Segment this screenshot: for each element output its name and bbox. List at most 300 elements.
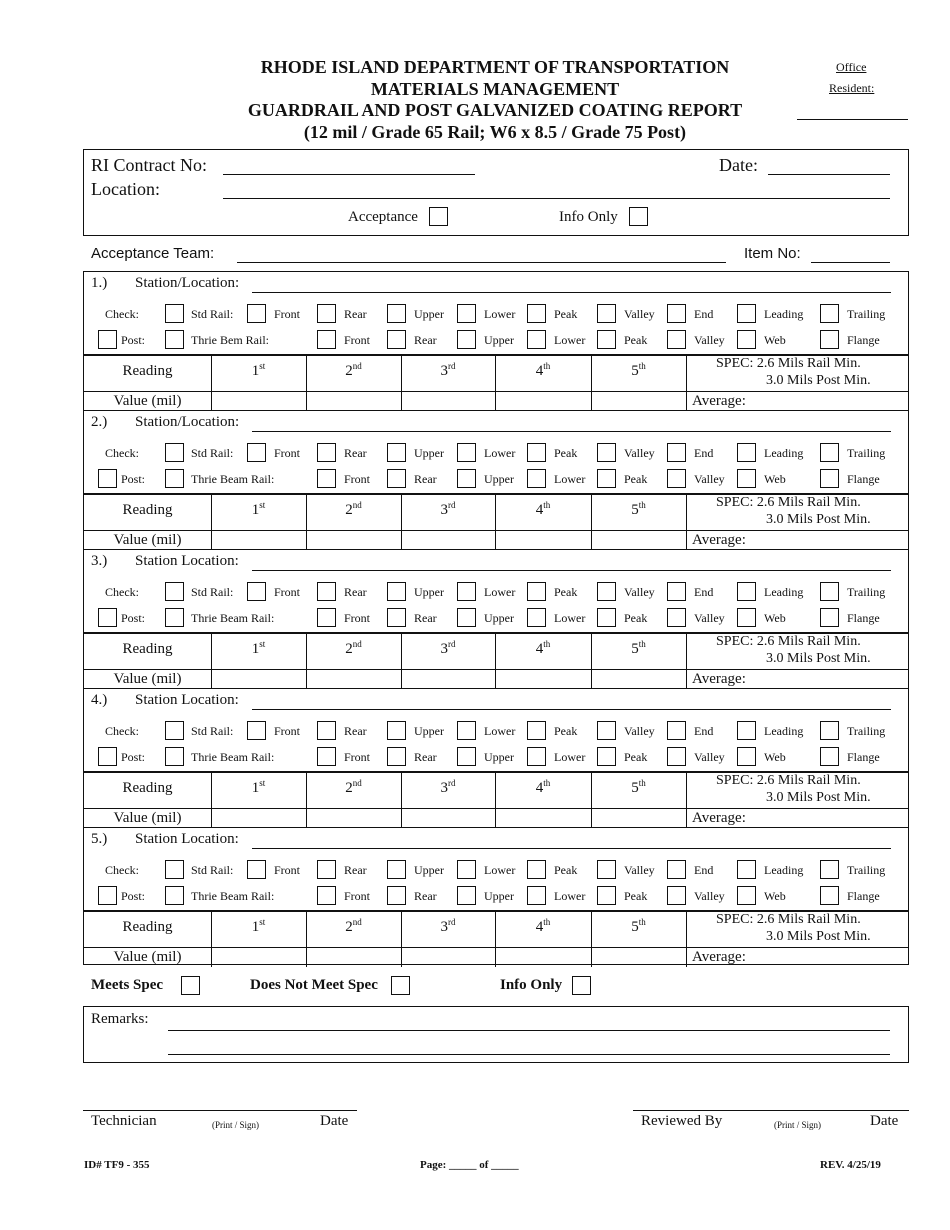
spec-rail-min: SPEC: 2.6 Mils Rail Min. — [716, 356, 861, 371]
upper-checkbox[interactable] — [457, 443, 476, 462]
std-rail-checkbox[interactable] — [247, 582, 266, 601]
value-cell-2[interactable] — [307, 809, 401, 827]
post-upper-checkbox[interactable] — [457, 886, 476, 905]
meets-spec-checkbox[interactable] — [181, 976, 200, 995]
peak-label: Peak — [554, 724, 578, 738]
upper-label: Upper — [484, 611, 514, 625]
value-mil-label: Value (mil) — [113, 671, 182, 687]
value-mil-label: Value (mil) — [113, 949, 182, 965]
std-rail-checkbox[interactable] — [247, 721, 266, 740]
front-label: Front — [344, 472, 371, 486]
value-cell-5[interactable] — [592, 531, 686, 549]
post-checkbox[interactable] — [98, 330, 117, 349]
info-only-label: Info Only — [559, 209, 618, 225]
front-label: Front — [344, 333, 371, 347]
spec-text — [686, 494, 910, 528]
post-front-checkbox[interactable] — [317, 886, 336, 905]
value-mil-label: Value (mil) — [113, 810, 182, 826]
reading-ordinal-3: 3rd — [440, 778, 456, 796]
value-cell-4[interactable] — [496, 809, 591, 827]
acceptance-checkbox[interactable] — [429, 207, 448, 226]
post-lower-checkbox[interactable] — [527, 608, 546, 627]
form-title-line-3: GUARDRAIL AND POST GALVANIZED COATING REPORT — [247, 100, 743, 120]
valley-label: Valley — [694, 611, 725, 625]
thrie-beam-checkbox[interactable] — [165, 608, 184, 627]
station-location-field[interactable] — [252, 570, 891, 571]
thrie-beam-label: Thrie Beam Rail: — [191, 611, 275, 625]
post-front-checkbox[interactable] — [317, 330, 336, 349]
reading-ordinal-2: 2nd — [345, 639, 362, 657]
post-upper-checkbox[interactable] — [457, 469, 476, 488]
value-cell-5[interactable] — [592, 392, 686, 410]
end-checkbox[interactable] — [737, 582, 756, 601]
technician-print-sign: (Print / Sign) — [212, 1120, 260, 1130]
value-mil-label: Value (mil) — [113, 532, 182, 548]
average-label: Average: — [692, 393, 746, 409]
section-4 — [83, 688, 909, 828]
flange-label: Flange — [847, 333, 880, 347]
peak-checkbox[interactable] — [597, 443, 616, 462]
std-rail-checkbox[interactable] — [247, 443, 266, 462]
average-label: Average: — [692, 671, 746, 687]
post-rear-checkbox[interactable] — [387, 747, 406, 766]
technician-date-label: Date — [320, 1113, 349, 1129]
lower-label: Lower — [554, 611, 586, 625]
flange-label: Flange — [847, 611, 880, 625]
peak-checkbox[interactable] — [597, 304, 616, 323]
valley-checkbox[interactable] — [667, 860, 686, 879]
section-number: 5.) — [91, 831, 108, 847]
check-label: Check: — [105, 585, 139, 599]
thrie-beam-label: Thrie Beam Rail: — [191, 472, 275, 486]
thrie-beam-label: Thrie Bem Rail: — [191, 333, 269, 347]
lower-label: Lower — [484, 863, 516, 877]
reading-label: Reading — [122, 641, 173, 657]
leading-label: Leading — [764, 585, 804, 599]
post-upper-checkbox[interactable] — [457, 330, 476, 349]
spec-text — [686, 772, 910, 806]
leading-label: Leading — [764, 724, 804, 738]
spec-post-min: 3.0 Mils Post Min. — [766, 790, 871, 805]
reading-ordinal-3: 3rd — [440, 639, 456, 657]
lower-label: Lower — [484, 446, 516, 460]
rear-checkbox[interactable] — [387, 443, 406, 462]
post-front-checkbox[interactable] — [317, 469, 336, 488]
reading-ordinal-4: 4th — [535, 639, 551, 657]
reading-label: Reading — [122, 502, 173, 518]
rear-label: Rear — [414, 750, 437, 764]
office-label: Office — [836, 60, 867, 74]
end-label: End — [694, 585, 714, 599]
std-rail-label: Std Rail: — [191, 863, 234, 877]
date-field[interactable] — [768, 174, 890, 175]
value-cell-3[interactable] — [402, 670, 495, 688]
value-cell-2[interactable] — [307, 670, 401, 688]
post-flange-checkbox[interactable] — [820, 469, 839, 488]
technician-signature-line[interactable] — [83, 1110, 357, 1111]
station-location-field[interactable] — [252, 431, 891, 432]
office-resident-line[interactable] — [797, 119, 908, 120]
reading-label: Reading — [122, 780, 173, 796]
check-checkbox[interactable] — [165, 304, 184, 323]
rear-label: Rear — [344, 863, 367, 877]
rear-label: Rear — [344, 724, 367, 738]
average-label: Average: — [692, 532, 746, 548]
value-cell-2[interactable] — [307, 392, 401, 410]
remarks-line-2[interactable] — [168, 1054, 890, 1055]
peak-checkbox[interactable] — [597, 582, 616, 601]
station-location-label: Station/Location: — [135, 275, 240, 291]
post-valley-checkbox[interactable] — [667, 469, 686, 488]
leading-checkbox[interactable] — [820, 860, 839, 879]
reading-ordinal-3: 3rd — [440, 917, 456, 935]
meets-spec-label: Meets Spec — [91, 977, 164, 993]
spec-post-min: 3.0 Mils Post Min. — [766, 651, 871, 666]
value-cell-2[interactable] — [307, 948, 401, 966]
post-peak-checkbox[interactable] — [597, 469, 616, 488]
flange-label: Flange — [847, 750, 880, 764]
rear-label: Rear — [414, 472, 437, 486]
upper-label: Upper — [414, 863, 444, 877]
thrie-beam-checkbox[interactable] — [165, 886, 184, 905]
post-valley-checkbox[interactable] — [667, 886, 686, 905]
reading-label: Reading — [122, 919, 173, 935]
reading-ordinal-2: 2nd — [345, 500, 362, 518]
post-checkbox[interactable] — [98, 886, 117, 905]
post-upper-checkbox[interactable] — [457, 747, 476, 766]
spec-post-min: 3.0 Mils Post Min. — [766, 929, 871, 944]
rear-label: Rear — [414, 333, 437, 347]
post-peak-checkbox[interactable] — [597, 747, 616, 766]
value-mil-label: Value (mil) — [113, 393, 182, 409]
check-checkbox[interactable] — [165, 443, 184, 462]
revision-date: REV. 4/25/19 — [820, 1159, 881, 1171]
post-rear-checkbox[interactable] — [387, 608, 406, 627]
web-label: Web — [764, 889, 786, 903]
end-checkbox[interactable] — [737, 304, 756, 323]
acceptance-team-field[interactable] — [237, 262, 726, 263]
form-title-line-4: (12 mil / Grade 65 Rail; W6 x 8.5 / Grade 75 Post) — [303, 122, 687, 142]
valley-checkbox[interactable] — [667, 582, 686, 601]
reviewer-date-label: Date — [870, 1113, 899, 1129]
leading-label: Leading — [764, 863, 804, 877]
lower-label: Lower — [484, 724, 516, 738]
valley-checkbox[interactable] — [667, 304, 686, 323]
value-cell-1[interactable] — [212, 392, 306, 410]
std-rail-label: Std Rail: — [191, 446, 234, 460]
spec-rail-min: SPEC: 2.6 Mils Rail Min. — [716, 773, 861, 788]
remarks-line-1[interactable] — [168, 1030, 890, 1031]
lower-label: Lower — [554, 333, 586, 347]
post-valley-checkbox[interactable] — [667, 608, 686, 627]
upper-label: Upper — [414, 585, 444, 599]
technician-label: Technician — [91, 1113, 157, 1129]
post-web-checkbox[interactable] — [737, 608, 756, 627]
contract-box — [83, 149, 909, 236]
post-checkbox[interactable] — [98, 469, 117, 488]
reading-ordinal-4: 4th — [535, 500, 551, 518]
post-front-checkbox[interactable] — [317, 747, 336, 766]
post-flange-checkbox[interactable] — [820, 608, 839, 627]
rear-checkbox[interactable] — [387, 860, 406, 879]
value-cell-4[interactable] — [496, 531, 591, 549]
value-cell-3[interactable] — [402, 948, 495, 966]
reading-ordinal-4: 4th — [535, 917, 551, 935]
section-5 — [83, 827, 909, 965]
post-web-checkbox[interactable] — [737, 469, 756, 488]
upper-checkbox[interactable] — [457, 721, 476, 740]
leading-checkbox[interactable] — [820, 304, 839, 323]
section-number: 3.) — [91, 553, 108, 569]
front-checkbox[interactable] — [317, 304, 336, 323]
rear-label: Rear — [344, 446, 367, 460]
spec-post-min: 3.0 Mils Post Min. — [766, 512, 871, 527]
reading-ordinal-2: 2nd — [345, 917, 362, 935]
post-label: Post: — [121, 472, 146, 486]
valley-checkbox[interactable] — [667, 721, 686, 740]
form-title-line-2: MATERIALS MANAGEMENT — [370, 79, 620, 99]
contract-no-label: RI Contract No: — [91, 155, 207, 175]
peak-label: Peak — [624, 472, 648, 486]
post-web-checkbox[interactable] — [737, 886, 756, 905]
station-location-label: Station/Location: — [135, 414, 240, 430]
reviewer-print-sign: (Print / Sign) — [774, 1120, 822, 1130]
post-web-checkbox[interactable] — [737, 330, 756, 349]
upper-label: Upper — [484, 889, 514, 903]
front-label: Front — [274, 863, 301, 877]
front-label: Front — [344, 889, 371, 903]
station-location-field[interactable] — [252, 292, 891, 293]
end-checkbox[interactable] — [737, 721, 756, 740]
thrie-beam-checkbox[interactable] — [165, 747, 184, 766]
info-only-checkbox[interactable] — [629, 207, 648, 226]
value-cell-1[interactable] — [212, 948, 306, 966]
peak-checkbox[interactable] — [597, 721, 616, 740]
section-1 — [83, 271, 909, 411]
leading-label: Leading — [764, 446, 804, 460]
spec-text — [686, 355, 910, 389]
lower-checkbox[interactable] — [527, 721, 546, 740]
trailing-label: Trailing — [847, 724, 886, 738]
leading-checkbox[interactable] — [820, 443, 839, 462]
valley-label: Valley — [694, 750, 725, 764]
peak-label: Peak — [554, 307, 578, 321]
check-checkbox[interactable] — [165, 860, 184, 879]
valley-label: Valley — [624, 307, 655, 321]
trailing-label: Trailing — [847, 307, 886, 321]
std-rail-checkbox[interactable] — [247, 304, 266, 323]
lower-label: Lower — [554, 889, 586, 903]
value-cell-5[interactable] — [592, 809, 686, 827]
trailing-label: Trailing — [847, 585, 886, 599]
spec-text — [686, 911, 910, 945]
peak-checkbox[interactable] — [597, 860, 616, 879]
web-label: Web — [764, 611, 786, 625]
reviewer-signature-line[interactable] — [633, 1110, 909, 1111]
remarks-box — [83, 1006, 909, 1063]
value-cell-3[interactable] — [402, 809, 495, 827]
rear-label: Rear — [344, 307, 367, 321]
lower-checkbox[interactable] — [527, 582, 546, 601]
front-checkbox[interactable] — [317, 582, 336, 601]
post-label: Post: — [121, 333, 146, 347]
upper-checkbox[interactable] — [457, 860, 476, 879]
spec-post-min: 3.0 Mils Post Min. — [766, 373, 871, 388]
spec-rail-min: SPEC: 2.6 Mils Rail Min. — [716, 634, 861, 649]
post-valley-checkbox[interactable] — [667, 747, 686, 766]
remarks-label: Remarks: — [91, 1011, 149, 1027]
lower-label: Lower — [554, 472, 586, 486]
upper-checkbox[interactable] — [457, 304, 476, 323]
upper-label: Upper — [414, 724, 444, 738]
station-location-label: Station Location: — [135, 692, 239, 708]
end-checkbox[interactable] — [737, 860, 756, 879]
value-cell-4[interactable] — [496, 670, 591, 688]
post-peak-checkbox[interactable] — [597, 330, 616, 349]
station-location-field[interactable] — [252, 709, 891, 710]
reviewed-by-label: Reviewed By — [641, 1113, 723, 1129]
front-checkbox[interactable] — [317, 860, 336, 879]
location-field[interactable] — [223, 198, 890, 199]
std-rail-label: Std Rail: — [191, 307, 234, 321]
post-checkbox[interactable] — [98, 747, 117, 766]
reading-ordinal-5: 5th — [631, 500, 646, 518]
value-cell-2[interactable] — [307, 531, 401, 549]
std-rail-label: Std Rail: — [191, 585, 234, 599]
post-upper-checkbox[interactable] — [457, 608, 476, 627]
post-lower-checkbox[interactable] — [527, 747, 546, 766]
rear-checkbox[interactable] — [387, 304, 406, 323]
post-peak-checkbox[interactable] — [597, 608, 616, 627]
location-label: Location: — [91, 179, 160, 199]
does-not-meet-spec-checkbox[interactable] — [391, 976, 410, 995]
upper-checkbox[interactable] — [457, 582, 476, 601]
lower-checkbox[interactable] — [527, 860, 546, 879]
check-checkbox[interactable] — [165, 582, 184, 601]
upper-label: Upper — [484, 750, 514, 764]
spec-rail-min: SPEC: 2.6 Mils Rail Min. — [716, 495, 861, 510]
upper-label: Upper — [414, 446, 444, 460]
reading-label: Reading — [122, 363, 173, 379]
contract-no-field[interactable] — [223, 174, 475, 175]
post-label: Post: — [121, 750, 146, 764]
post-peak-checkbox[interactable] — [597, 886, 616, 905]
lower-label: Lower — [484, 307, 516, 321]
station-location-label: Station Location: — [135, 831, 239, 847]
post-lower-checkbox[interactable] — [527, 469, 546, 488]
check-checkbox[interactable] — [165, 721, 184, 740]
post-rear-checkbox[interactable] — [387, 886, 406, 905]
valley-label: Valley — [624, 724, 655, 738]
spec-rail-min: SPEC: 2.6 Mils Rail Min. — [716, 912, 861, 927]
value-cell-3[interactable] — [402, 392, 495, 410]
rear-checkbox[interactable] — [387, 582, 406, 601]
acceptance-team-label: Acceptance Team: — [91, 245, 215, 262]
post-lower-checkbox[interactable] — [527, 886, 546, 905]
rear-checkbox[interactable] — [387, 721, 406, 740]
post-valley-checkbox[interactable] — [667, 330, 686, 349]
peak-label: Peak — [624, 333, 648, 347]
upper-label: Upper — [414, 307, 444, 321]
std-rail-checkbox[interactable] — [247, 860, 266, 879]
check-label: Check: — [105, 446, 139, 460]
lower-label: Lower — [484, 585, 516, 599]
item-no-label: Item No: — [744, 245, 801, 262]
post-web-checkbox[interactable] — [737, 747, 756, 766]
thrie-beam-checkbox[interactable] — [165, 469, 184, 488]
thrie-beam-label: Thrie Beam Rail: — [191, 750, 275, 764]
value-cell-4[interactable] — [496, 392, 591, 410]
thrie-beam-label: Thrie Beam Rail: — [191, 889, 275, 903]
end-label: End — [694, 307, 714, 321]
rear-label: Rear — [414, 611, 437, 625]
value-cell-5[interactable] — [592, 670, 686, 688]
post-flange-checkbox[interactable] — [820, 330, 839, 349]
date-label: Date: — [719, 155, 758, 175]
item-no-field[interactable] — [811, 262, 890, 263]
value-cell-4[interactable] — [496, 948, 591, 966]
average-label: Average: — [692, 949, 746, 965]
reading-ordinal-1: 1st — [251, 917, 266, 935]
web-label: Web — [764, 750, 786, 764]
front-label: Front — [344, 611, 371, 625]
rear-label: Rear — [414, 889, 437, 903]
lower-checkbox[interactable] — [527, 304, 546, 323]
post-lower-checkbox[interactable] — [527, 330, 546, 349]
acceptance-label: Acceptance — [348, 209, 418, 225]
post-rear-checkbox[interactable] — [387, 330, 406, 349]
end-checkbox[interactable] — [737, 443, 756, 462]
section-number: 1.) — [91, 275, 108, 291]
section-number: 2.) — [91, 414, 108, 430]
reading-grid — [84, 632, 908, 689]
front-checkbox[interactable] — [317, 721, 336, 740]
leading-checkbox[interactable] — [820, 721, 839, 740]
valley-label: Valley — [694, 889, 725, 903]
value-cell-5[interactable] — [592, 948, 686, 966]
value-cell-1[interactable] — [212, 531, 306, 549]
post-front-checkbox[interactable] — [317, 608, 336, 627]
reading-ordinal-1: 1st — [251, 500, 266, 518]
post-rear-checkbox[interactable] — [387, 469, 406, 488]
reading-ordinal-2: 2nd — [345, 361, 362, 379]
station-location-field[interactable] — [252, 848, 891, 849]
post-flange-checkbox[interactable] — [820, 886, 839, 905]
thrie-beam-checkbox[interactable] — [165, 330, 184, 349]
front-checkbox[interactable] — [317, 443, 336, 462]
peak-label: Peak — [624, 889, 648, 903]
flange-label: Flange — [847, 472, 880, 486]
page-count: Page: _____ of _____ — [420, 1159, 519, 1171]
post-checkbox[interactable] — [98, 608, 117, 627]
reading-ordinal-5: 5th — [631, 361, 646, 379]
leading-checkbox[interactable] — [820, 582, 839, 601]
peak-label: Peak — [554, 863, 578, 877]
value-cell-1[interactable] — [212, 809, 306, 827]
web-label: Web — [764, 333, 786, 347]
lower-checkbox[interactable] — [527, 443, 546, 462]
valley-label: Valley — [624, 585, 655, 599]
end-label: End — [694, 724, 714, 738]
reading-grid — [84, 771, 908, 828]
valley-checkbox[interactable] — [667, 443, 686, 462]
value-cell-3[interactable] — [402, 531, 495, 549]
post-flange-checkbox[interactable] — [820, 747, 839, 766]
value-cell-1[interactable] — [212, 670, 306, 688]
front-label: Front — [274, 724, 301, 738]
reading-ordinal-5: 5th — [631, 778, 646, 796]
result-info-only-checkbox[interactable] — [572, 976, 591, 995]
